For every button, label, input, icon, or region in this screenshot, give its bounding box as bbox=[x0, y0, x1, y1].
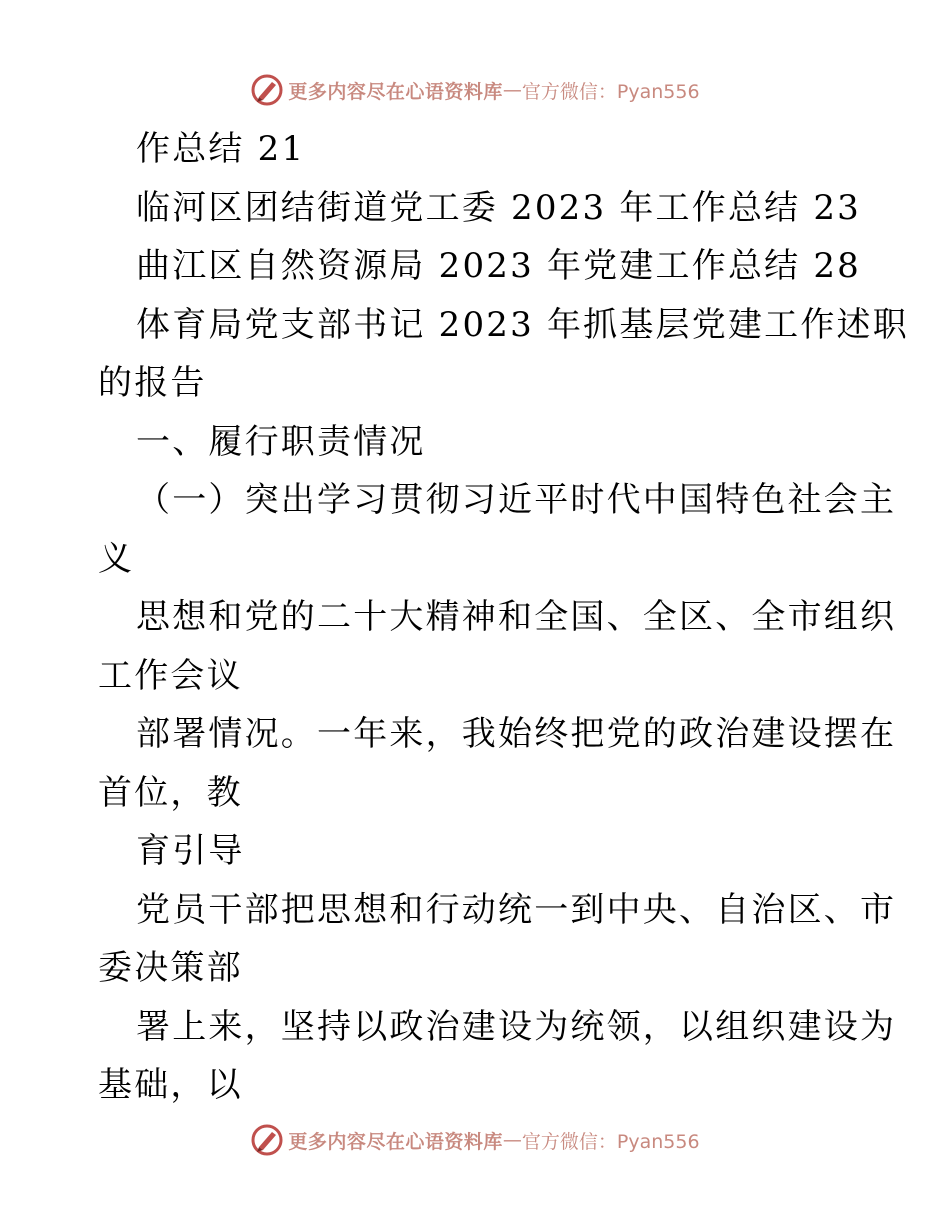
watermark-dash: — bbox=[502, 1129, 522, 1151]
watermark-text: 更多内容尽在心语资料库 bbox=[288, 1130, 503, 1153]
text-line: 曲江区自然资源局 2023 年党建工作总结 28 bbox=[136, 246, 862, 286]
text-line: 党员干部把思想和行动统一到中央、自治区、市 委决策部 bbox=[98, 889, 897, 988]
text-line: 部署情况。一年来，我始终把党的政治建设摆在 首位，教 bbox=[98, 714, 897, 813]
text-line: 育引导 bbox=[136, 831, 245, 871]
text-line: 署上来，坚持以政治建设为统领，以组织建设为 基础，以 bbox=[98, 1006, 897, 1105]
watermark-wechat: 官方微信：Pyan556 bbox=[521, 80, 700, 103]
watermark-text: 更多内容尽在心语资料库 bbox=[288, 80, 503, 103]
text-line: （一）突出学习贯彻习近平时代中国特色社会主 义 bbox=[98, 480, 897, 579]
pen-logo-icon bbox=[250, 1123, 284, 1157]
text-line: 作总结 21 bbox=[136, 129, 306, 169]
watermark-dash: — bbox=[502, 79, 522, 101]
text-line: 体育局党支部书记 2023 年抓基层党建工作述职 的报告 bbox=[98, 304, 909, 403]
document-body bbox=[98, 120, 909, 1115]
text-line: 临河区团结街道党工委 2023 年工作总结 23 bbox=[136, 187, 862, 228]
pen-logo-icon bbox=[250, 73, 284, 107]
text-line: 思想和党的二十大精神和全国、全区、全市组织 工作会议 bbox=[98, 597, 897, 696]
watermark-footer bbox=[0, 1120, 950, 1160]
watermark-wechat: 官方微信：Pyan556 bbox=[521, 1130, 700, 1153]
watermark-header bbox=[0, 70, 950, 110]
section-heading: 一、履行职责情况 bbox=[136, 421, 426, 462]
